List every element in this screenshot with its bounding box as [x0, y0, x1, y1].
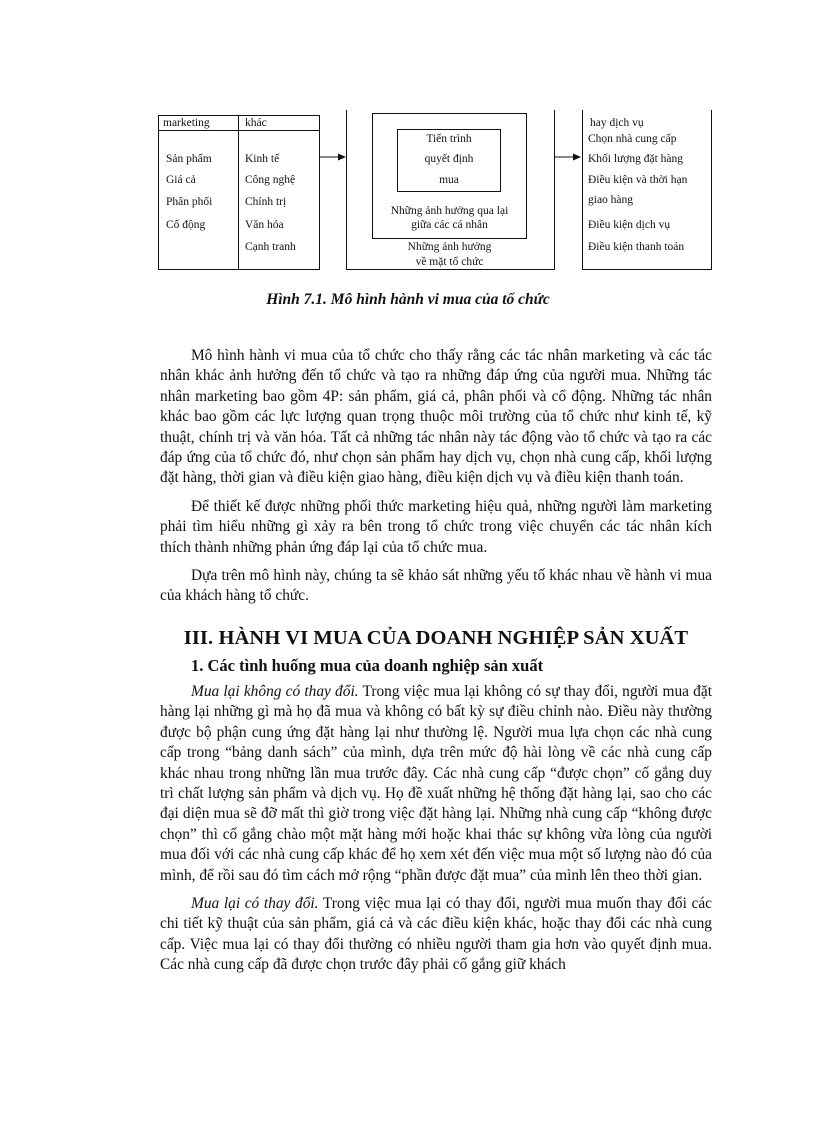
org-left-border — [346, 110, 347, 270]
term-straight-rebuy: Mua lại không có thay đổi. — [191, 682, 359, 700]
figure-caption: Hình 7.1. Mô hình hành vi mua của tổ chức — [266, 291, 550, 308]
org-bottom-border — [346, 269, 555, 270]
table-right-border — [319, 115, 320, 270]
response-delivery-1: Điều kiện và thời hạn — [588, 174, 688, 186]
paragraph-modified-rebuy — [160, 894, 712, 976]
responses-left-border — [582, 110, 583, 270]
interpersonal-line-1: Những ảnh hưởng qua lại — [390, 205, 509, 217]
page-content — [160, 346, 712, 984]
term-modified-rebuy: Mua lại có thay đổi. — [191, 894, 319, 912]
stimulus-economy: Kinh tế — [245, 153, 280, 165]
process-line-2: quyết định — [424, 153, 474, 165]
arrow-right-icon — [319, 151, 347, 163]
response-product: hay dịch vụ — [590, 117, 644, 129]
paragraph-straight-rebuy — [160, 682, 712, 886]
stimulus-culture: Văn hóa — [245, 219, 284, 231]
stimulus-promotion: Cổ động — [166, 219, 206, 231]
stimulus-place: Phân phối — [166, 196, 213, 208]
stimulus-politics: Chính trị — [245, 196, 287, 208]
subsection-heading: 1. Các tình huống mua của doanh nghiệp sản xuất — [191, 655, 544, 675]
process-line-1: Tiến trình — [426, 133, 472, 145]
stimulus-product: Sản phẩm — [166, 153, 212, 165]
response-supplier: Chọn nhà cung cấp — [588, 133, 677, 145]
org-right-border — [554, 110, 555, 270]
process-line-3: mua — [439, 174, 459, 186]
response-service: Điều kiện dịch vụ — [588, 219, 671, 231]
interpersonal-line-2: giữa các cá nhân — [411, 219, 488, 231]
stimulus-competition: Cạnh tranh — [245, 241, 296, 253]
paragraph-text: Trong việc mua lại có thay đổi, người mua muốn thay đổi các chi tiết kỹ thuật của sản phẩm, giá cả và các điều kiện khác, hoặc thay đổi các nhà cung cấp. Việc mua lại có thay đổi thường có nhiều người tham gia hơn vào quyết định mua. Các nhà cung cấp đã được chọn trước đây phải cố gắng giữ khách — [160, 894, 712, 974]
paragraph: Dựa trên mô hình này, chúng ta sẽ khảo sát những yếu tố khác nhau về hành vi mua của khách hàng tổ chức. — [160, 567, 712, 605]
responses-right-border — [711, 110, 712, 270]
organizational-line-2: về mặt tổ chức — [415, 256, 484, 268]
table-header-border — [158, 130, 320, 131]
section-heading: III. HÀNH VI MUA CỦA DOANH NGHIỆP SẢN XUẤT — [183, 626, 689, 649]
response-delivery-2: giao hàng — [588, 194, 634, 206]
arrow-right-icon — [554, 151, 582, 163]
stimulus-price: Giá cả — [166, 174, 196, 186]
paragraph: Để thiết kế được những phối thức marketing hiệu quả, những người làm marketing phải tìm hiểu những gì xảy ra bên trong tổ chức trong việc chuyển các tác nhân kích thích thành những phản ứng đáp lại của tổ chức mua. — [160, 497, 712, 556]
paragraph-text: Trong việc mua lại không có sự thay đổi, người mua đặt hàng lại những gì mà họ đã mua và không có bất kỳ sự điều chỉnh nào. Điều này thường được bộ phận cung ứng đặt hàng lại như thường lệ. Người mua lựa chọn các nhà cung cấp trong “bảng danh sách” của mình, dựa trên mức độ hài lòng về các nhà cung cấp khác nhau trong những lần mua trước đây. Các nhà cung cấp “được chọn” cố gắng duy trì chất lượng sản phẩm và dịch vụ. Họ đề xuất những hệ thống đặt hàng lại, sao cho các đại diện mua sẽ đỡ mất thì giờ trong việc đặt hàng lại. Những nhà cung cấp “không được chọn” thì cố gắng chào một mặt hàng mới hoặc khai thác sự không vừa lòng của người mua đối với các nhà cung cấp khác để họ xem xét đến việc mua một số lượng nào đó của mình, để rồi sau đó tìm cách mở rộng “phần được đặt mua” của mình lên theo thời gian. — [160, 682, 712, 884]
stimulus-technology: Công nghệ — [245, 174, 296, 186]
buying-behavior-diagram — [0, 0, 816, 280]
responses-bottom-border — [582, 269, 712, 270]
table-bottom-border — [158, 269, 320, 270]
paragraph: Mô hình hành vi mua của tổ chức cho thấy rằng các tác nhân marketing và các tác nhân khác ảnh hưởng đến tổ chức và tạo ra những đáp ứng của người mua. Những tác nhân marketing bao gồm 4P: sản phẩm, giá cả, phân phối và cổ động. Những tác nhân khác bao gồm các lực lượng quan trọng thuộc môi trường của tổ chức như kinh tế, kỹ thuật, chính trị và văn hóa. Tất cả những tác nhân này tác động vào tổ chức và tạo ra các đáp ứng của tổ chức đó, như chọn sản phẩm hay dịch vụ, chọn nhà cung cấp, khối lượng đặt hàng, thời gian và điều kiện giao hàng, điều kiện dịch vụ và điều kiện thanh toán. — [160, 347, 712, 487]
organizational-line-1: Những ảnh hưởng — [407, 241, 492, 253]
response-quantity: Khối lượng đặt hàng — [588, 153, 684, 165]
table-middle-border — [238, 115, 239, 270]
response-payment: Điều kiện thanh toán — [588, 241, 685, 253]
header-other: khác — [245, 117, 267, 129]
table-left-border — [158, 115, 159, 270]
header-marketing: marketing — [163, 117, 210, 129]
